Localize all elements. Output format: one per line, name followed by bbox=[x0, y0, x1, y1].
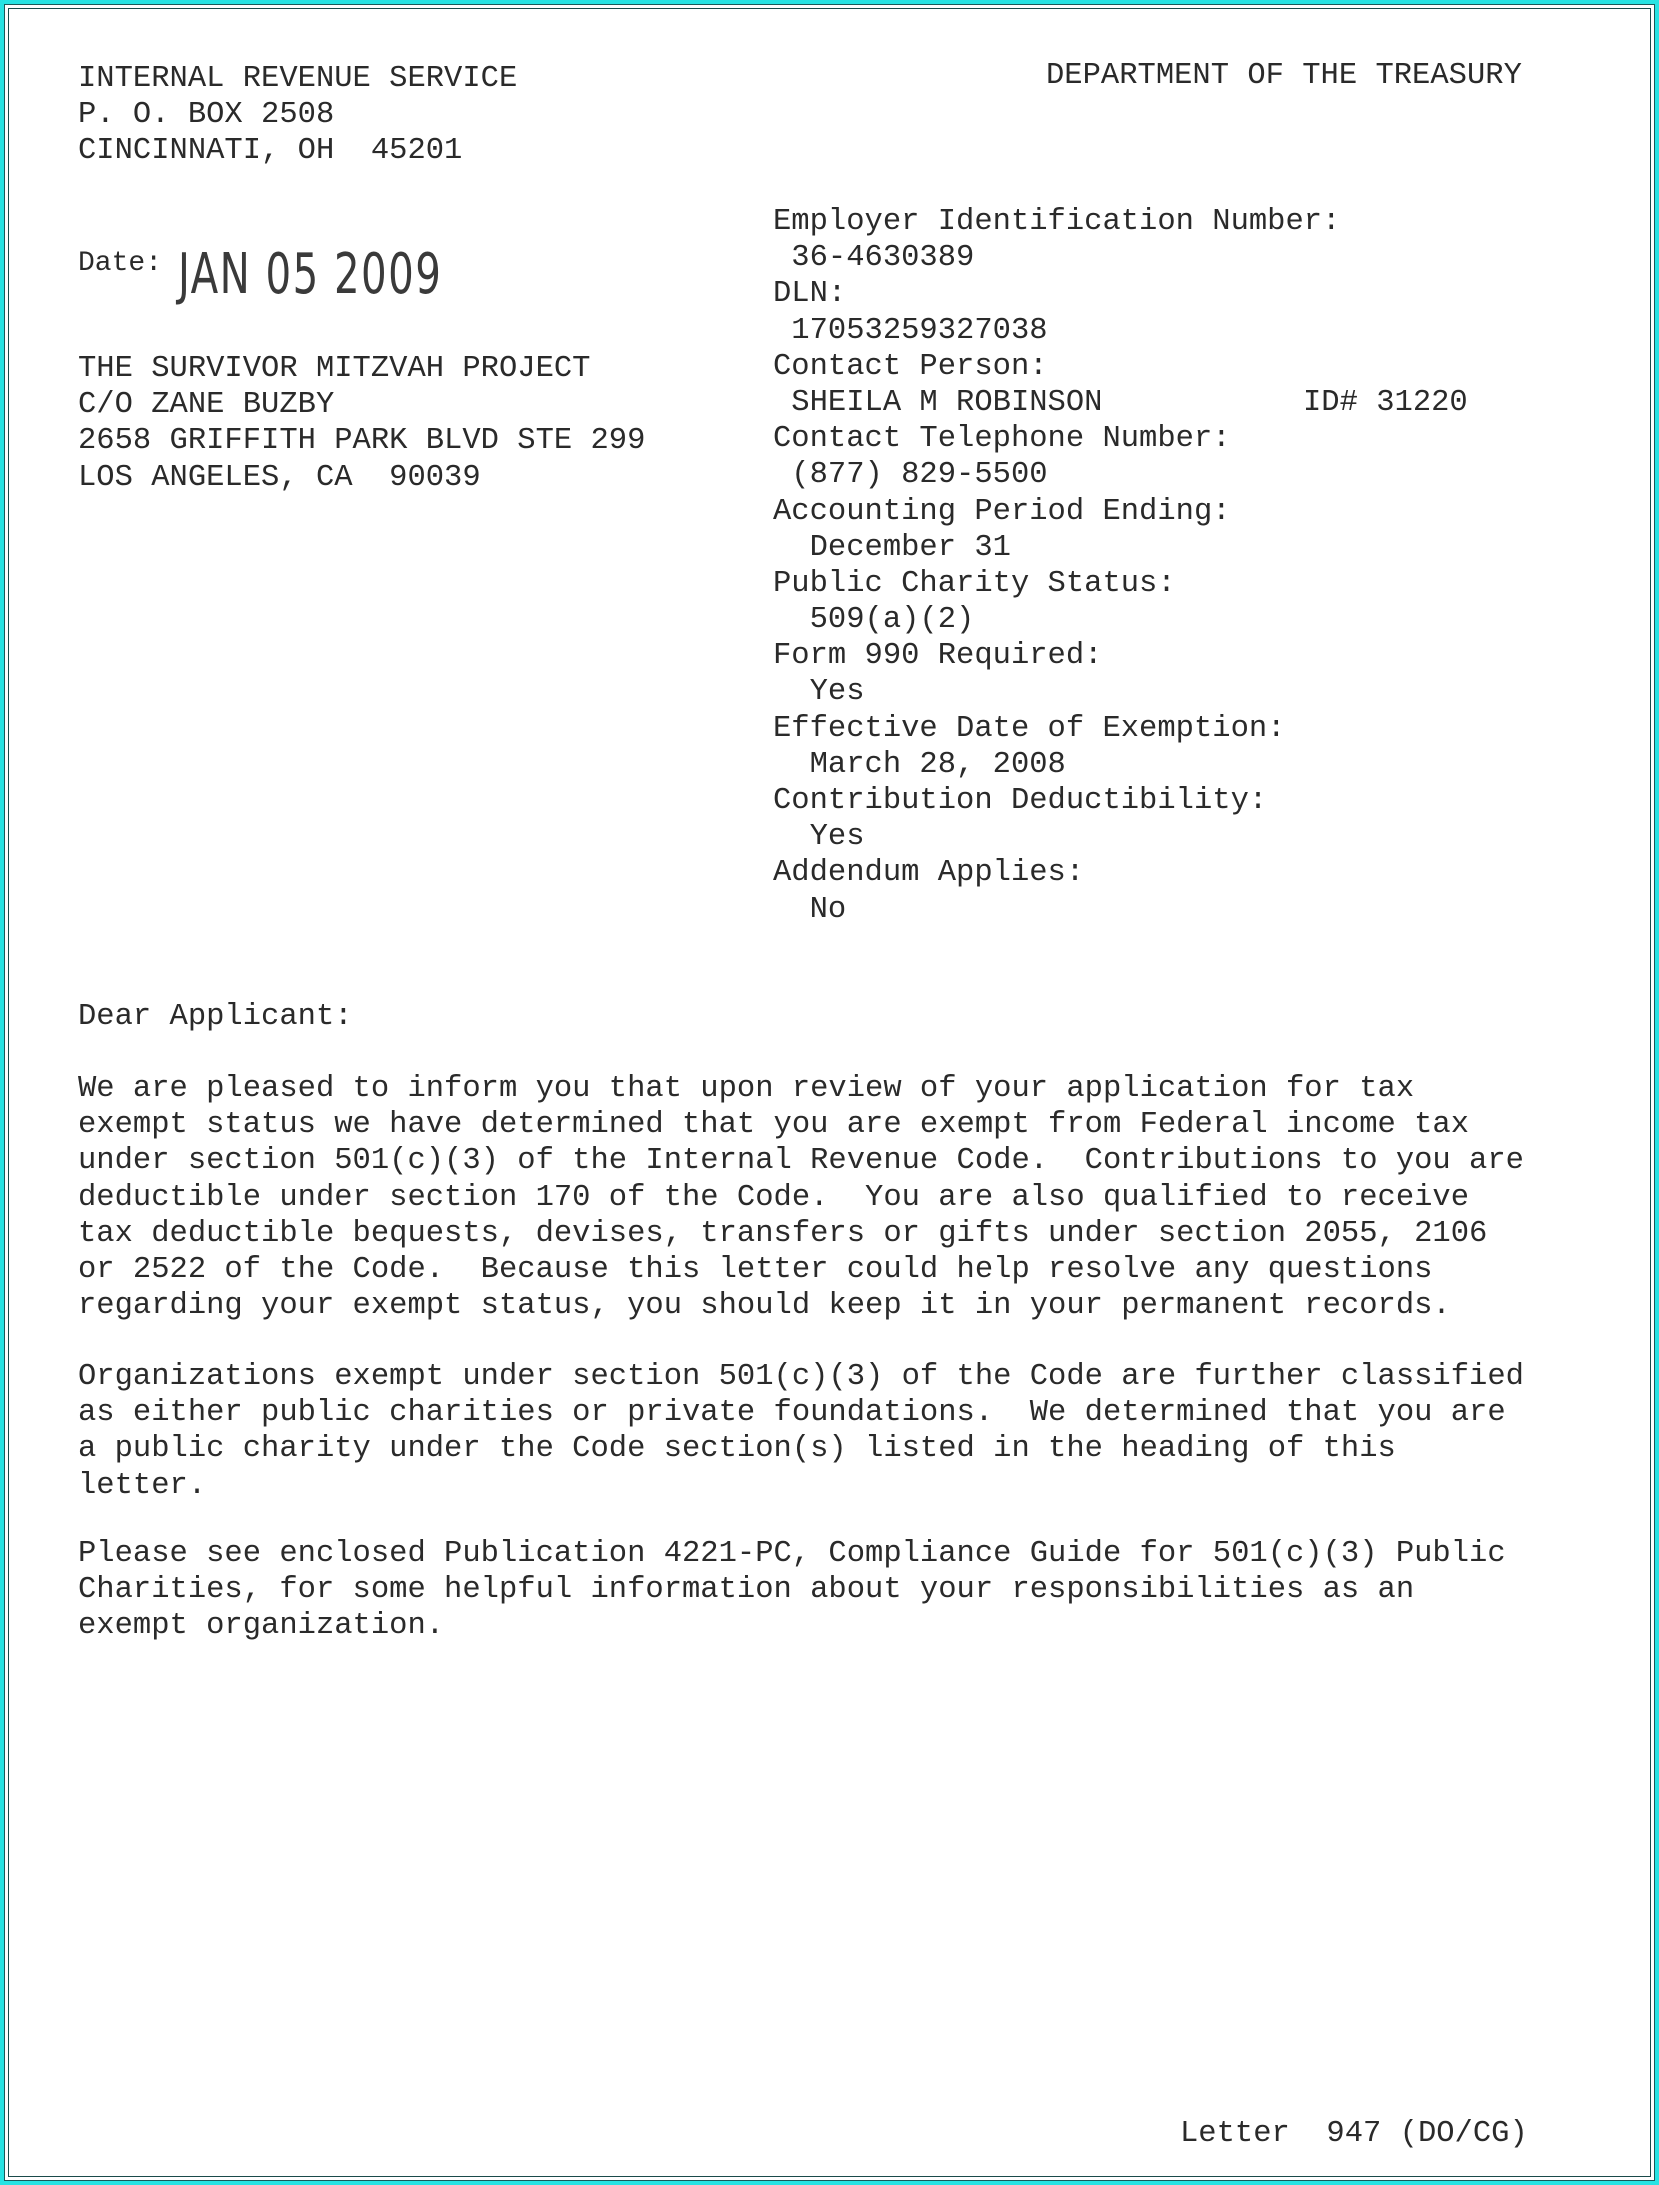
sender-address bbox=[78, 61, 517, 170]
detail-label: Contribution Deductibility: bbox=[773, 784, 1268, 818]
detail-label: Effective Date of Exemption: bbox=[773, 711, 1286, 746]
text-line: Organizations exempt under section 501(c)(3) of the Code are further classified bbox=[78, 1360, 1524, 1394]
date-stamp: JAN 05 2009 bbox=[178, 242, 443, 307]
date-label: Date: bbox=[78, 248, 163, 279]
detail-label: Contact Person: bbox=[773, 349, 1048, 384]
sender-line: CINCINNATI, OH 45201 bbox=[78, 134, 463, 169]
detail-value: No bbox=[773, 892, 847, 927]
detail-value: SHEILA M ROBINSON bbox=[773, 385, 1103, 420]
paragraph-1 bbox=[78, 1071, 1524, 1324]
detail-value: (877) 829-5500 bbox=[773, 458, 1048, 493]
text-line: letter. bbox=[78, 1468, 207, 1503]
detail-label: DLN: bbox=[773, 277, 847, 312]
recipient-line: THE SURVIVOR MITZVAH PROJECT bbox=[78, 352, 591, 386]
text-line: deductible under section 170 of the Code. You are also qualified to receive bbox=[78, 1180, 1470, 1215]
detail-value: 36-4630389 bbox=[773, 241, 975, 276]
text-line: We are pleased to inform you that upon review of your application for tax bbox=[78, 1072, 1415, 1106]
paragraph-2 bbox=[78, 1359, 1524, 1504]
text-line: a public charity under the Code section(s) listed in the heading of this bbox=[78, 1432, 1396, 1467]
details-block bbox=[773, 204, 1468, 928]
detail-value: Yes bbox=[773, 675, 865, 710]
text-line: tax deductible bequests, devises, transfers or gifts under section 2055, 2106 bbox=[78, 1216, 1488, 1251]
detail-label: Public Charity Status: bbox=[773, 566, 1176, 601]
text-line: Charities, for some helpful information about your responsibilities as an bbox=[78, 1573, 1415, 1608]
sender-line: INTERNAL REVENUE SERVICE bbox=[78, 62, 518, 96]
contact-id: ID# 31220 bbox=[1303, 385, 1468, 420]
text-line: as either public charities or private foundations. We determined that you are bbox=[78, 1396, 1506, 1431]
text-line: exempt organization. bbox=[78, 1609, 445, 1644]
text-line: or 2522 of the Code. Because this letter could help resolve any questions bbox=[78, 1252, 1433, 1287]
salutation: Dear Applicant: bbox=[78, 1000, 353, 1034]
detail-value: 509(a)(2) bbox=[773, 603, 975, 638]
text-line: exempt status we have determined that you are exempt from Federal income tax bbox=[78, 1108, 1470, 1143]
detail-value: Yes bbox=[773, 820, 865, 855]
text-line: Please see enclosed Publication 4221-PC, Compliance Guide for 501(c)(3) Public bbox=[78, 1537, 1506, 1571]
detail-label: Addendum Applies: bbox=[773, 856, 1085, 891]
detail-label: Employer Identification Number: bbox=[773, 205, 1341, 239]
detail-label: Contact Telephone Number: bbox=[773, 422, 1231, 457]
paragraph-3 bbox=[78, 1536, 1506, 1645]
recipient-line: C/O ZANE BUZBY bbox=[78, 388, 335, 423]
detail-label: Form 990 Required: bbox=[773, 639, 1103, 674]
recipient-address bbox=[78, 351, 645, 496]
detail-value: 17053259327038 bbox=[773, 313, 1048, 348]
department: DEPARTMENT OF THE TREASURY bbox=[1046, 59, 1522, 93]
recipient-line: 2658 GRIFFITH PARK BLVD STE 299 bbox=[78, 424, 646, 459]
recipient-line: LOS ANGELES, CA 90039 bbox=[78, 460, 481, 495]
text-line: under section 501(c)(3) of the Internal Revenue Code. Contributions to you are bbox=[78, 1144, 1524, 1179]
letter-number: Letter 947 (DO/CG) bbox=[1180, 2117, 1528, 2151]
detail-label: Accounting Period Ending: bbox=[773, 494, 1231, 529]
detail-value: December 31 bbox=[773, 530, 1011, 565]
detail-value: March 28, 2008 bbox=[773, 747, 1066, 782]
text-line: regarding your exempt status, you should keep it in your permanent records. bbox=[78, 1289, 1451, 1324]
sender-line: P. O. BOX 2508 bbox=[78, 98, 335, 133]
